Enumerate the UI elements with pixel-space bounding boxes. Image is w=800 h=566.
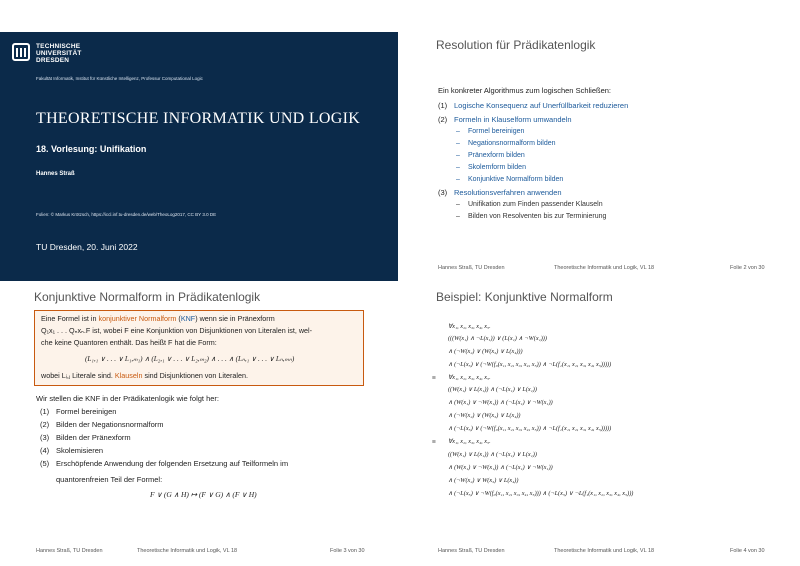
list-item: (2) Bilden der Negationsnormalform [40,420,164,429]
course-title: THEORETISCHE INFORMATIK UND LOGIK [36,110,361,127]
slide-intro: Ein konkreter Algorithmus zum logischen Schließen: [438,86,611,95]
definition-box [34,310,364,386]
slide-3: Konjunktive Normalform in Prädikatenlogik Eine Formel ist in konjunktiver Normalform (KNF) wenn sie in Pränexform Q₁x₁ . . . Qₙxₙ.F ist, wobei F eine Konjunktion von Disjunktionen von Literalen ist, wel- che keine Quantoren enthält. Das heißt F hat die Form: (L₁,₁ ∨ . . . ∨ L₁,ₘ₁) ∧ (L₂,₁ ∨ . . . ∨ L₂,ₘ₂) ∧ . . . ∧ (Lₙ,₁ ∨ . . . ∨ Lₙ,ₘₙ) wobei Lᵢ,ⱼ Literale sind. Klauseln sind Disjunktionen von Literalen. Wir stellen die KNF in der Prädikatenlogik wie folgt her: (1) Formel bereinigen (2) Bilden der Negationsnormalform (3) Bilden der Pränexform (4) Skolemisieren (5) Erschöpfende Anwendung der folgenden Ersetzung auf Teilformeln im quantorenfreien Teil der Formel: F ∨ (G ∧ H) ↦ (F ∨ G) ∧ (F ∨ H) Hannes Straß, TU Dresden Theoretische Informatik und Logik, VL 18 Folie 3 von 30 [34,290,365,554]
slide-title: Konjunktive Normalform in Prädikatenlogik [34,290,261,304]
sub-item: – Konjunktive Normalform bilden [456,176,564,183]
author: Hannes Straß [36,171,75,177]
slide-intro: Wir stellen die KNF in der Prädikatenlogik wie folgt her: [36,394,219,403]
definition-line: wobei Lᵢ,ⱼ Literale sind. Klauseln sind Disjunktionen von Literalen. [41,371,248,380]
sub-item: – Negationsnormalform bilden [456,140,556,147]
slide-4: Beispiel: Konjunktive Normalform ∀x₁, x₂, x₃, x₄, x₅. (((W(x₁) ∧ ¬L(x₁)) ∨ (L(x₁) ∧ ¬W(x₁))) ∧ (¬W(x₂) ∨ (W(x₃) ∨ L(x₄))) ∧ (¬L(x₅) ∨ (¬W(f₀(x₁, x₂, x₃, x₄, x₅)) ∧ ¬L(f₁(x₁, x₂, x₃, x₄, x₅))))) ≡ ∀x₁, x₂, x₃, x₄, x₅. ((W(x₁) ∨ L(x₁)) ∧ (¬L(x₁) ∨ L(x₁)) ∧ (W(x₁) ∨ ¬W(x₁)) ∧ (¬L(x₁) ∨ ¬W(x₁)) ∧ (¬W(x₂) ∨ (W(x₃) ∨ L(x₄)) ∧ (¬L(x₅) ∨ (¬W(f₀(x₁, x₂, x₃, x₄, x₅)) ∧ ¬L(f₁(x₁, x₂, x₃, x₄, x₅))))) ≡ ∀x₁, x₂, x₃, x₄, x₅. ((W(x₁) ∨ L(x₁)) ∧ (¬L(x₁) ∨ L(x₁)) ∧ (W(x₁) ∨ ¬W(x₁)) ∧ (¬L(x₁) ∨ ¬W(x₁)) ∧ (¬W(x₂) ∨ W(x₃) ∨ L(x₄)) ∧ (¬L(x₅) ∨ ¬W(f₀(x₁, x₂, x₃, x₄, x₅))) ∧ (¬L(x₅) ∨ ¬L(f₁(x₁, x₂, x₃, x₄, x₅))) Hannes Straß, TU Dresden Theoretische Informatik und Logik, VL 18 Folie 4 von 30 [432,290,765,554]
formula-line: (((W(x₁) ∧ ¬L(x₁)) ∨ (L(x₁) ∧ ¬W(x₁))) [448,335,547,342]
tu-dresden-logo [12,43,132,65]
formula-line: ((W(x₁) ∨ L(x₁)) ∧ (¬L(x₁) ∨ L(x₁)) [448,451,537,458]
slide-title: Beispiel: Konjunktive Normalform [436,290,613,304]
formula-line: ∧ (W(x₁) ∨ ¬W(x₁)) ∧ (¬L(x₁) ∨ ¬W(x₁)) [448,399,553,406]
formula-line: ∀x₁, x₂, x₃, x₄, x₅. [448,438,491,445]
logo-text: TECHNISCHE UNIVERSITÄT DRESDEN [36,43,82,64]
formula-line: ∧ (¬L(x₅) ∨ ¬W(f₀(x₁, x₂, x₃, x₄, x₅))) ∧ (¬L(x₅) ∨ ¬L(f₁(x₁, x₂, x₃, x₄, x₅))) [448,490,634,497]
formula-line: ((W(x₁) ∨ L(x₁)) ∧ (¬L(x₁) ∨ L(x₁)) [448,386,537,393]
knf-formula: (L₁,₁ ∨ . . . ∨ L₁,ₘ₁) ∧ (L₂,₁ ∨ . . . ∨ L₂,ₘ₂) ∧ . . . ∧ (Lₙ,₁ ∨ . . . ∨ Lₙ,ₘₙ) [85,355,295,363]
formula-line: ∧ (W(x₁) ∨ ¬W(x₁)) ∧ (¬L(x₁) ∨ ¬W(x₁)) [448,464,553,471]
sub-item: – Formel bereinigen [456,128,525,135]
formula-line: ∧ (¬W(x₂) ∨ W(x₃) ∨ L(x₄)) [448,477,519,484]
slide-title: Resolution für Prädikatenlogik [436,38,596,52]
definition-line: Eine Formel ist in konjunktiver Normalform (KNF) wenn sie in Pränexform [41,314,275,323]
replacement-formula: F ∨ (G ∧ H) ↦ (F ∨ G) ∧ (F ∨ H) [150,490,257,499]
formula-line: ∧ (¬L(x₅) ∨ (¬W(f₀(x₁, x₂, x₃, x₄, x₅)) ∧ ¬L(f₁(x₁, x₂, x₃, x₄, x₅))))) [448,425,612,432]
formula-line: ∧ (¬W(x₂) ∨ (W(x₃) ∨ L(x₄))) [448,348,523,355]
equivalence-sign: ≡ [432,438,436,446]
slide-2: Resolution für Prädikatenlogik Ein konkreter Algorithmus zum logischen Schließen: (1) Logische Konsequenz auf Unerfüllbarkeit reduzieren (2) Formeln in Klauselform umwandeln – Formel bereinigen – Negationsnormalform bilden – Pränexform bilden – Skolemform bilden – Konjunktive Normalform bilden (3) Resolutionsverfahren anwenden – Unifikation zum Finden passender Klauseln – Bilden von Resolventen bis zur Terminierung Hannes Straß, TU Dresden Theoretische Informatik und Logik, VL 18 Folie 2 von 30 [436,38,765,271]
date-line: TU Dresden, 20. Juni 2022 [36,242,138,252]
list-item: (1) Logische Konsequenz auf Unerfüllbarkeit reduzieren [438,101,629,110]
list-item: (3) Bilden der Pränexform [40,433,131,442]
formula-line: ∧ (¬W(x₂) ∨ (W(x₃) ∨ L(x₄)) [448,412,521,419]
faculty-line: Fakultät Informatik, Institut für Künstliche Intelligenz, Professur Computational Logic [36,76,203,81]
sub-item: – Bilden von Resolventen bis zur Terminierung [456,213,607,220]
list-item: (2) Formeln in Klauselform umwandeln [438,115,572,124]
tu-logo-icon [12,43,30,61]
definition-line: Q₁x₁ . . . Qₙxₙ.F ist, wobei F eine Konjunktion von Disjunktionen von Literalen ist, wel- [41,326,313,335]
list-item: (1) Formel bereinigen [40,407,117,416]
credit-line: Folien: © Markus Krötzsch, https://iccl.inf.tu-dresden.de/web/TheoLog2017, CC BY 3.0 DE [36,212,217,217]
definition-line: che keine Quantoren enthält. Das heißt F hat die Form: [41,338,217,347]
sub-item: – Unifikation zum Finden passender Klauseln [456,201,603,208]
sub-item: – Pränexform bilden [456,152,525,159]
formula-line: ∀x₁, x₂, x₃, x₄, x₅. [448,323,491,330]
sub-item: – Skolemform bilden [456,164,526,171]
list-item: (5) Erschöpfende Anwendung der folgenden Ersetzung auf Teilformeln im [40,459,289,468]
formula-line: ∧ (¬L(x₅) ∨ (¬W(f₀(x₁, x₂, x₃, x₄, x₅)) ∧ ¬L(f₁(x₁, x₂, x₃, x₄, x₅))))) [448,361,612,368]
list-item: (3) Resolutionsverfahren anwenden [438,188,562,197]
lecture-subtitle: 18. Vorlesung: Unifikation [36,144,147,154]
formula-line: ∀x₁, x₂, x₃, x₄, x₅. [448,374,491,381]
equivalence-sign: ≡ [432,374,436,382]
slide-1-title [0,0,398,283]
list-item: (4) Skolemisieren [40,446,104,455]
list-item-continuation: quantorenfreien Teil der Formel: [56,475,163,484]
